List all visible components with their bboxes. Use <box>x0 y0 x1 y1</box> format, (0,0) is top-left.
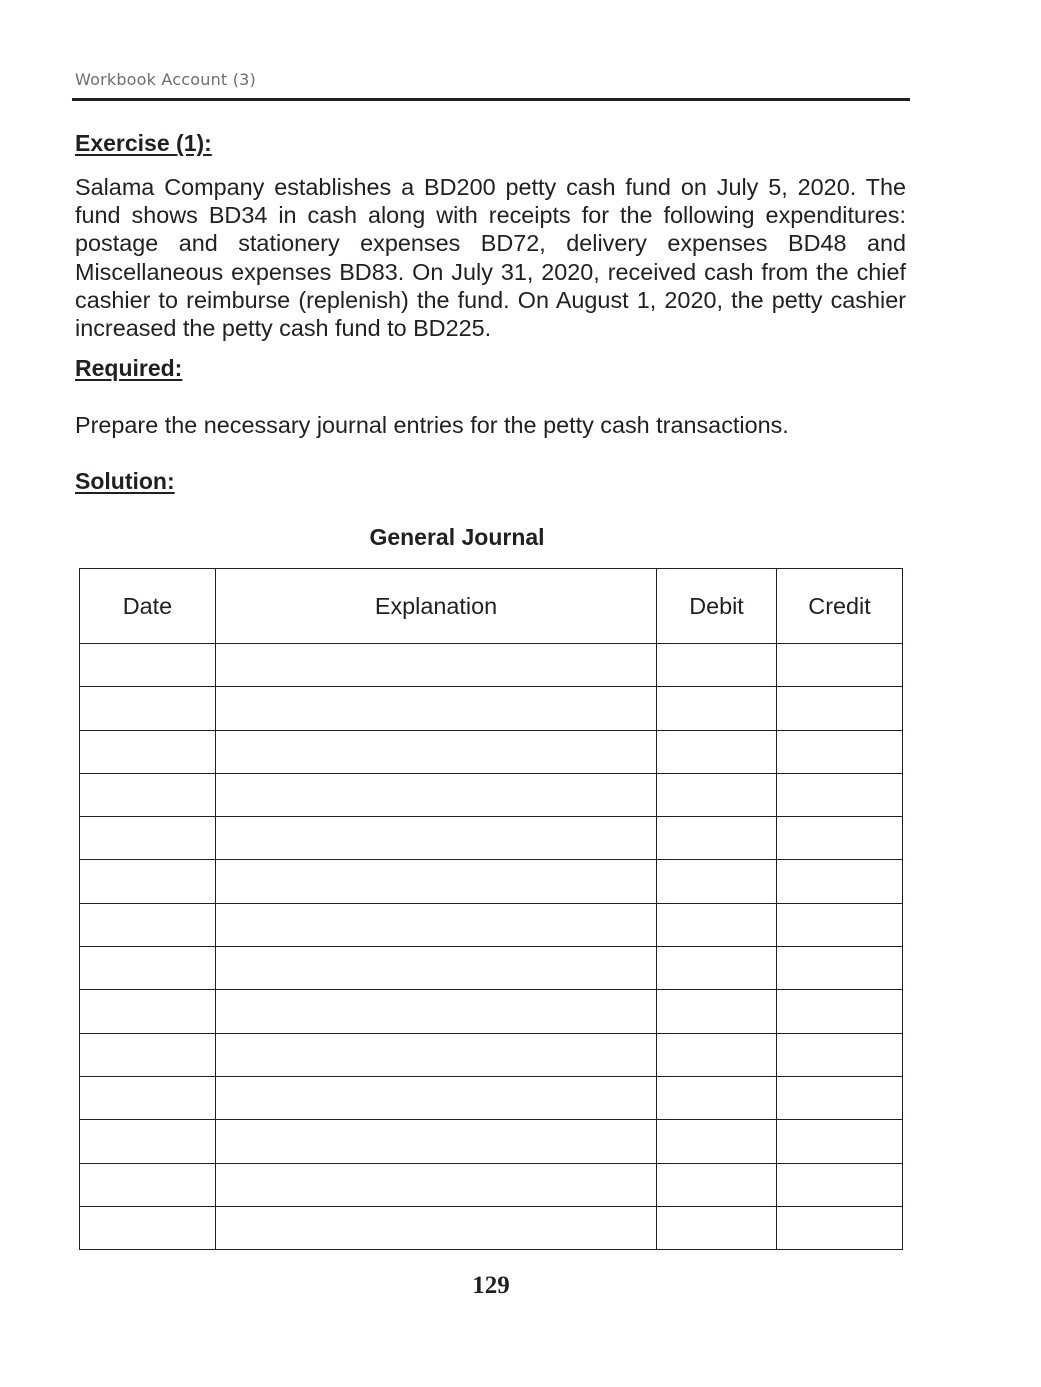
journal-row <box>80 1163 903 1206</box>
debit-cell[interactable] <box>657 1120 777 1163</box>
credit-cell[interactable] <box>777 687 903 730</box>
credit-cell[interactable] <box>777 947 903 990</box>
credit-cell[interactable] <box>777 903 903 946</box>
credit-cell[interactable] <box>777 1120 903 1163</box>
explanation-cell[interactable] <box>216 1163 657 1206</box>
credit-cell[interactable] <box>777 730 903 773</box>
debit-cell[interactable] <box>657 1033 777 1076</box>
explanation-cell[interactable] <box>216 730 657 773</box>
required-heading: Required: <box>75 355 183 381</box>
debit-cell[interactable] <box>657 687 777 730</box>
date-cell[interactable] <box>80 687 216 730</box>
date-cell[interactable] <box>80 1076 216 1119</box>
journal-row <box>80 903 903 946</box>
debit-cell[interactable] <box>657 1206 777 1249</box>
date-cell[interactable] <box>80 644 216 687</box>
credit-cell[interactable] <box>777 1206 903 1249</box>
journal-row <box>80 644 903 687</box>
date-cell[interactable] <box>80 947 216 990</box>
date-cell[interactable] <box>80 730 216 773</box>
date-cell[interactable] <box>80 1206 216 1249</box>
credit-cell[interactable] <box>777 817 903 860</box>
journal-row <box>80 1033 903 1076</box>
header-rule <box>72 98 910 101</box>
explanation-cell[interactable] <box>216 817 657 860</box>
credit-cell[interactable] <box>777 1076 903 1119</box>
debit-cell[interactable] <box>657 990 777 1033</box>
general-journal-table <box>79 568 903 1250</box>
date-cell[interactable] <box>80 1120 216 1163</box>
date-cell[interactable] <box>80 990 216 1033</box>
debit-cell[interactable] <box>657 1163 777 1206</box>
solution-heading: Solution: <box>75 468 175 494</box>
column-header-credit: Credit <box>777 569 903 644</box>
explanation-cell[interactable] <box>216 903 657 946</box>
date-cell[interactable] <box>80 860 216 903</box>
page-number: 129 <box>472 1272 510 1299</box>
credit-cell[interactable] <box>777 773 903 816</box>
explanation-cell[interactable] <box>216 687 657 730</box>
journal-header-row <box>80 569 903 644</box>
exercise-text: Salama Company establishes a BD200 petty cash fund on July 5, 2020. The fund shows BD34 in cash along with receipts for the following expenditures: postage and stationery expenses BD72, delivery expenses BD48 and Miscellaneous expenses BD83. On July 31, 2020, received cash from the chief cashier to reimburse (replenish) the fund. On August 1, 2020, the petty cashier increased the petty cash fund to BD225. <box>75 174 906 342</box>
explanation-cell[interactable] <box>216 1120 657 1163</box>
journal-title: General Journal <box>369 524 545 550</box>
journal-body <box>80 644 903 1250</box>
debit-cell[interactable] <box>657 644 777 687</box>
journal-row <box>80 1206 903 1249</box>
explanation-cell[interactable] <box>216 990 657 1033</box>
journal-row <box>80 947 903 990</box>
date-cell[interactable] <box>80 773 216 816</box>
explanation-cell[interactable] <box>216 1076 657 1119</box>
explanation-cell[interactable] <box>216 1033 657 1076</box>
debit-cell[interactable] <box>657 860 777 903</box>
date-cell[interactable] <box>80 817 216 860</box>
journal-row <box>80 990 903 1033</box>
credit-cell[interactable] <box>777 860 903 903</box>
credit-cell[interactable] <box>777 990 903 1033</box>
journal-row <box>80 860 903 903</box>
explanation-cell[interactable] <box>216 773 657 816</box>
date-cell[interactable] <box>80 1033 216 1076</box>
journal-row <box>80 730 903 773</box>
required-text: Prepare the necessary journal entries for the petty cash transactions. <box>75 412 789 438</box>
explanation-cell[interactable] <box>216 1206 657 1249</box>
column-header-explanation: Explanation <box>216 569 657 644</box>
running-header: Workbook Account (3) <box>75 70 256 89</box>
date-cell[interactable] <box>80 903 216 946</box>
journal-row <box>80 1076 903 1119</box>
debit-cell[interactable] <box>657 730 777 773</box>
explanation-cell[interactable] <box>216 947 657 990</box>
exercise-heading: Exercise (1): <box>75 130 212 156</box>
debit-cell[interactable] <box>657 903 777 946</box>
journal-row <box>80 773 903 816</box>
debit-cell[interactable] <box>657 1076 777 1119</box>
journal-row <box>80 1120 903 1163</box>
column-header-date: Date <box>80 569 216 644</box>
debit-cell[interactable] <box>657 947 777 990</box>
journal-row <box>80 817 903 860</box>
column-header-debit: Debit <box>657 569 777 644</box>
journal-row <box>80 687 903 730</box>
debit-cell[interactable] <box>657 773 777 816</box>
explanation-cell[interactable] <box>216 860 657 903</box>
date-cell[interactable] <box>80 1163 216 1206</box>
credit-cell[interactable] <box>777 1033 903 1076</box>
credit-cell[interactable] <box>777 1163 903 1206</box>
explanation-cell[interactable] <box>216 644 657 687</box>
debit-cell[interactable] <box>657 817 777 860</box>
credit-cell[interactable] <box>777 644 903 687</box>
